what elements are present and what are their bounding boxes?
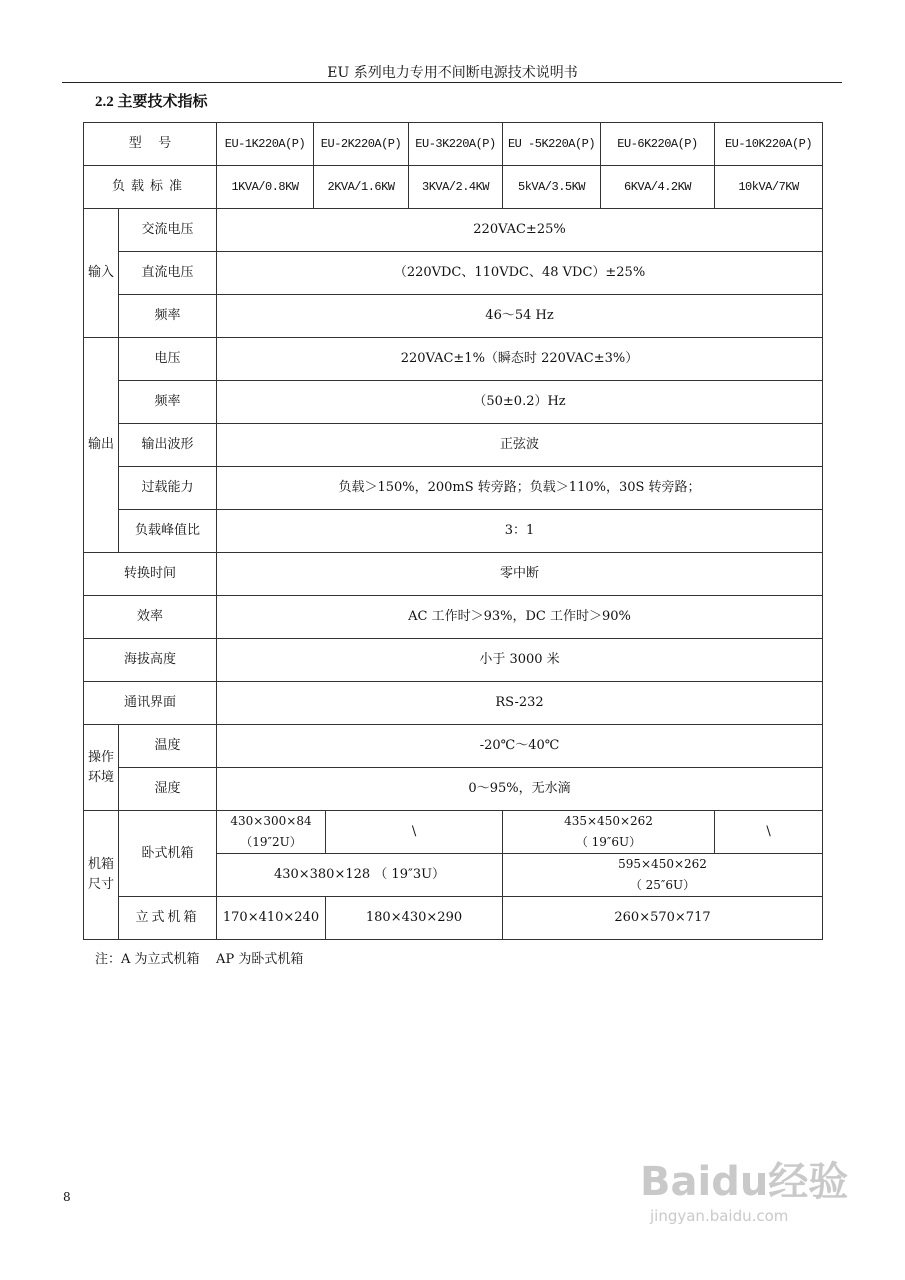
chassis-cell bbox=[503, 811, 715, 854]
chassis-row bbox=[84, 897, 823, 940]
row-label: 转换时间 bbox=[84, 553, 217, 596]
table-row bbox=[84, 467, 823, 510]
chassis-group-label: 机箱尺寸 bbox=[84, 811, 119, 940]
row-value: 负载＞150%，200mS 转旁路；负载＞110%，30S 转旁路； bbox=[217, 467, 823, 510]
chassis-cell bbox=[503, 854, 823, 897]
table-row bbox=[84, 252, 823, 295]
load-cell: 2KVA/1.6KW bbox=[314, 166, 409, 209]
model-label: 型 号 bbox=[84, 123, 217, 166]
chassis-row bbox=[84, 811, 823, 854]
table-row bbox=[84, 209, 823, 252]
row-value: 零中断 bbox=[217, 553, 823, 596]
vertical-chassis-label: 立式机箱 bbox=[119, 897, 217, 940]
row-value: -20℃～40℃ bbox=[217, 725, 823, 768]
row-label: 电压 bbox=[119, 338, 217, 381]
table-row bbox=[84, 725, 823, 768]
page-number: 8 bbox=[63, 1190, 71, 1204]
load-cell: 6KVA/4.2KW bbox=[601, 166, 715, 209]
horizontal-chassis-label: 卧式机箱 bbox=[119, 811, 217, 897]
rack-size: （19″2U） bbox=[240, 835, 302, 849]
spec-table bbox=[83, 122, 823, 940]
model-cell: EU-2K220A(P) bbox=[314, 123, 409, 166]
section-title: 2.2 主要技术指标 bbox=[95, 94, 208, 110]
output-group-label: 输出 bbox=[84, 338, 119, 553]
row-label: 效率 bbox=[84, 596, 217, 639]
table-row bbox=[84, 553, 823, 596]
chassis-cell: 180×430×290 bbox=[326, 897, 503, 940]
row-value: （220VDC、110VDC、48 VDC）±25% bbox=[217, 252, 823, 295]
row-value: 正弦波 bbox=[217, 424, 823, 467]
load-cell: 3KVA/2.4KW bbox=[409, 166, 503, 209]
running-header: EU 系列电力专用不间断电源技术说明书 bbox=[327, 65, 578, 81]
table-row bbox=[84, 596, 823, 639]
table-row bbox=[84, 338, 823, 381]
model-row bbox=[84, 123, 823, 166]
row-value: AC 工作时＞93%，DC 工作时＞90% bbox=[217, 596, 823, 639]
load-row bbox=[84, 166, 823, 209]
chassis-cell: 260×570×717 bbox=[503, 897, 823, 940]
row-value: 3：1 bbox=[217, 510, 823, 553]
row-label: 海拔高度 bbox=[84, 639, 217, 682]
table-note: 注：A 为立式机箱 AP 为卧式机箱 bbox=[95, 952, 304, 967]
row-value: 小于 3000 米 bbox=[217, 639, 823, 682]
table-row bbox=[84, 639, 823, 682]
watermark-url: jingyan.baidu.com bbox=[650, 1207, 789, 1225]
rack-size: （ 19″6U） bbox=[575, 835, 642, 849]
model-cell: EU-3K220A(P) bbox=[409, 123, 503, 166]
dimension: 435×450×262 bbox=[564, 814, 653, 828]
row-value: 220VAC±1%（瞬态时 220VAC±3%） bbox=[217, 338, 823, 381]
chassis-cell: 170×410×240 bbox=[217, 897, 326, 940]
row-label: 输出波形 bbox=[119, 424, 217, 467]
chassis-cell bbox=[217, 811, 326, 854]
row-label: 通讯界面 bbox=[84, 682, 217, 725]
model-cell: EU-1K220A(P) bbox=[217, 123, 314, 166]
env-group-label: 操作环境 bbox=[84, 725, 119, 811]
table-row bbox=[84, 381, 823, 424]
dimension: 595×450×262 bbox=[618, 857, 707, 871]
row-value: 46～54 Hz bbox=[217, 295, 823, 338]
model-cell: EU-6K220A(P) bbox=[601, 123, 715, 166]
rack-size: （ 25″6U） bbox=[629, 878, 696, 892]
chassis-cell: \ bbox=[715, 811, 823, 854]
row-label: 交流电压 bbox=[119, 209, 217, 252]
load-label: 负载标准 bbox=[84, 166, 217, 209]
row-label: 频率 bbox=[119, 381, 217, 424]
chassis-cell: \ bbox=[326, 811, 503, 854]
row-label: 直流电压 bbox=[119, 252, 217, 295]
row-value: 220VAC±25% bbox=[217, 209, 823, 252]
table-row bbox=[84, 768, 823, 811]
table-row bbox=[84, 510, 823, 553]
watermark-brand: Baidu经验 bbox=[640, 1159, 849, 1205]
header-divider bbox=[62, 82, 842, 83]
table-row bbox=[84, 682, 823, 725]
input-group-label: 输入 bbox=[84, 209, 119, 338]
table-row bbox=[84, 424, 823, 467]
row-value: （50±0.2）Hz bbox=[217, 381, 823, 424]
row-label: 负载峰值比 bbox=[119, 510, 217, 553]
table-row bbox=[84, 295, 823, 338]
watermark-logo bbox=[640, 1150, 848, 1225]
row-label: 过载能力 bbox=[119, 467, 217, 510]
row-value: RS-232 bbox=[217, 682, 823, 725]
load-cell: 5kVA/3.5KW bbox=[503, 166, 601, 209]
model-cell: EU -5K220A(P) bbox=[503, 123, 601, 166]
row-value: 0～95%，无水滴 bbox=[217, 768, 823, 811]
row-label: 湿度 bbox=[119, 768, 217, 811]
load-cell: 1KVA/0.8KW bbox=[217, 166, 314, 209]
model-cell: EU-10K220A(P) bbox=[715, 123, 823, 166]
chassis-cell: 430×380×128 （ 19″3U） bbox=[217, 854, 503, 897]
dimension: 430×300×84 bbox=[230, 814, 312, 828]
row-label: 温度 bbox=[119, 725, 217, 768]
row-label: 频率 bbox=[119, 295, 217, 338]
load-cell: 10kVA/7KW bbox=[715, 166, 823, 209]
